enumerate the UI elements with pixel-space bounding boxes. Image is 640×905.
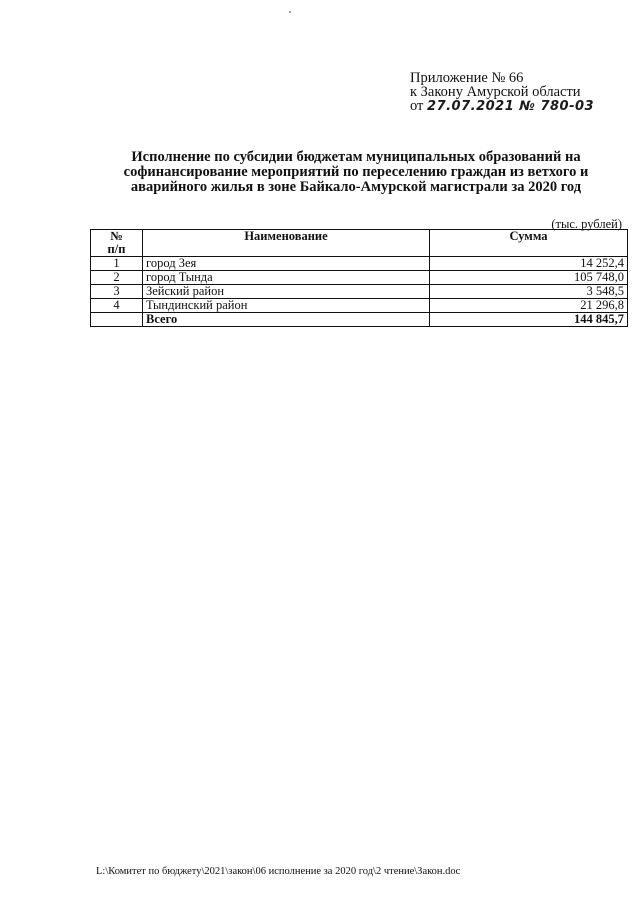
row-num: 2 xyxy=(91,271,143,285)
total-sum: 144 845,7 xyxy=(430,313,628,327)
file-path-footer: L:\Комитет по бюджету\2021\закон\06 исполнение за 2020 год\2 чтение\Закон.doc xyxy=(96,866,461,877)
row-sum: 3 548,5 xyxy=(430,285,628,299)
row-name: Зейский район xyxy=(143,285,430,299)
scan-dot xyxy=(289,11,291,13)
row-name: Тындинский район xyxy=(143,299,430,313)
header-sum: Сумма xyxy=(430,230,628,257)
units-label: (тыс. рублей) xyxy=(551,217,622,231)
header-num xyxy=(91,230,143,257)
appendix-block xyxy=(410,71,630,114)
table-row xyxy=(91,257,628,271)
document-title: Исполнение по субсидии бюджетам муниципальных образований на софинансирование мероприятий по переселению граждан из ветхого и аварийного жилья в зоне Байкало-Амурской магистрали за 2020 год xyxy=(123,149,589,195)
header-name: Наименование xyxy=(143,230,430,257)
row-sum: 21 296,8 xyxy=(430,299,628,313)
appendix-date-handwritten: 27.07.2021 № 780-03 xyxy=(427,99,595,114)
total-num xyxy=(91,313,143,327)
header-num-line2: п/п xyxy=(107,242,126,256)
row-sum: 14 252,4 xyxy=(430,257,628,271)
total-name: Всего xyxy=(143,313,430,327)
table-row xyxy=(91,299,628,313)
row-name: город Зея xyxy=(143,257,430,271)
row-num: 1 xyxy=(91,257,143,271)
table-header-row xyxy=(91,230,628,257)
appendix-number: Приложение № 66 xyxy=(410,70,524,86)
table-row xyxy=(91,271,628,285)
table-row xyxy=(91,285,628,299)
header-num-line1: № xyxy=(110,229,123,243)
row-num: 4 xyxy=(91,299,143,313)
table-total-row xyxy=(91,313,628,327)
appendix-date-prefix: от xyxy=(410,98,424,114)
appendix-law: к Закону Амурской области xyxy=(410,84,581,100)
subsidy-table xyxy=(90,229,628,327)
row-sum: 105 748,0 xyxy=(430,271,628,285)
row-num: 3 xyxy=(91,285,143,299)
appendix-date xyxy=(410,99,630,114)
row-name: город Тында xyxy=(143,271,430,285)
